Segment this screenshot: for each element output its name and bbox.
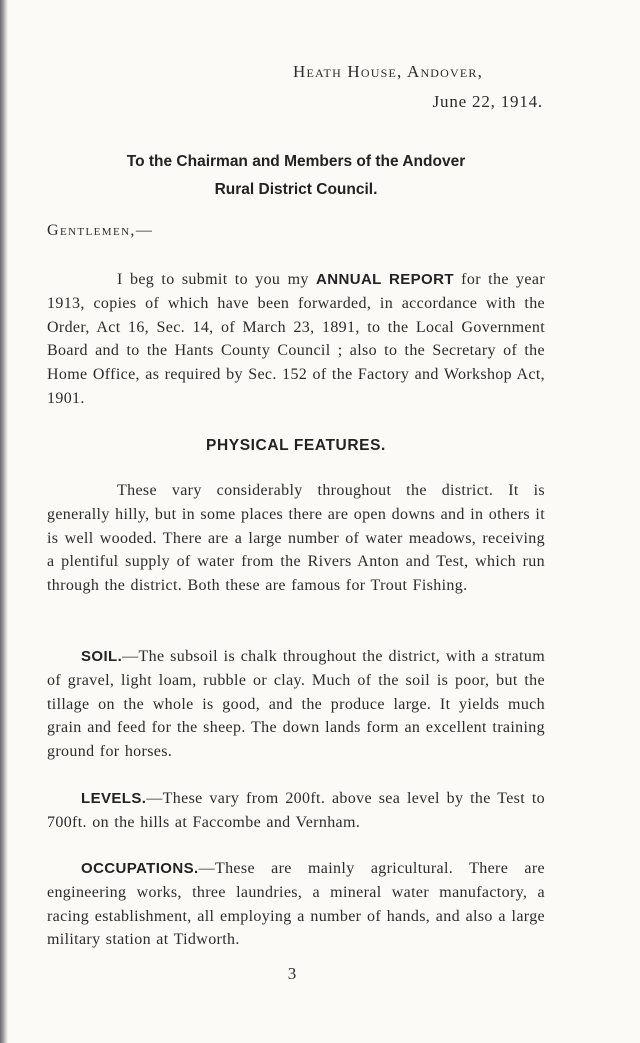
addressee-line-2: Rural District Council. bbox=[214, 181, 378, 198]
intro-text-after: for the year 1913, copies of which have been forwarded, in accordance with the Order, Act 16, Sec. 14, of March 23, 1891, to the Local Government Board and to the Hants County Council ; also to the Secretary of the Home Office, as required by Sec. 152 of the Factory and Workshop Act, 1901. bbox=[47, 271, 545, 407]
soil-lead: SOIL. bbox=[81, 648, 123, 665]
physical-features-text: These vary considerably throughout the district. It is generally hilly, but in some places there are open downs and in others it is well wooded. There are a large number of water meadows, receiving a plentiful supply of water from the Rivers Anton and Test, which run through the district. Both these are famous for Trout Fishing. bbox=[47, 482, 545, 595]
intro-paragraph bbox=[47, 268, 545, 411]
physical-features-paragraph bbox=[47, 479, 545, 598]
levels-text: —These vary from 200ft. above sea level by the Test to 700ft. on the hills at Faccombe and Vernham. bbox=[47, 790, 545, 831]
addressee-block bbox=[47, 148, 545, 204]
occupations-lead: OCCUPATIONS. bbox=[81, 860, 199, 877]
greeting: Gentlemen,— bbox=[47, 222, 154, 239]
letterhead-address: Heath House, Andover, bbox=[293, 62, 484, 81]
intro-text-before: I beg to submit to you my bbox=[117, 271, 317, 288]
occupations-text: —These are mainly agricultural. There are engineering works, three laundries, a mineral water manufactory, a racing establishment, all employing a number of hands, and also a large military station at Tidworth. bbox=[47, 860, 545, 949]
levels-lead: LEVELS. bbox=[81, 790, 147, 807]
levels-paragraph bbox=[47, 787, 545, 835]
book-spine-edge bbox=[0, 0, 8, 1043]
occupations-paragraph bbox=[47, 857, 545, 952]
letter-date: June 22, 1914. bbox=[432, 92, 543, 111]
soil-paragraph bbox=[47, 645, 545, 764]
intro-bold-phrase: ANNUAL REPORT bbox=[316, 271, 454, 288]
section-heading-physical-features: PHYSICAL FEATURES. bbox=[206, 437, 386, 454]
addressee-line-1: To the Chairman and Members of the Andover bbox=[126, 153, 466, 170]
soil-text: —The subsoil is chalk throughout the district, with a stratum of gravel, light loam, rubble or clay. Much of the soil is poor, but the tillage on the whole is good, and the produce large. It yields much grain and feed for the sheep. The down lands form an excellent training ground for horses. bbox=[47, 648, 545, 761]
page-number: 3 bbox=[287, 964, 297, 983]
